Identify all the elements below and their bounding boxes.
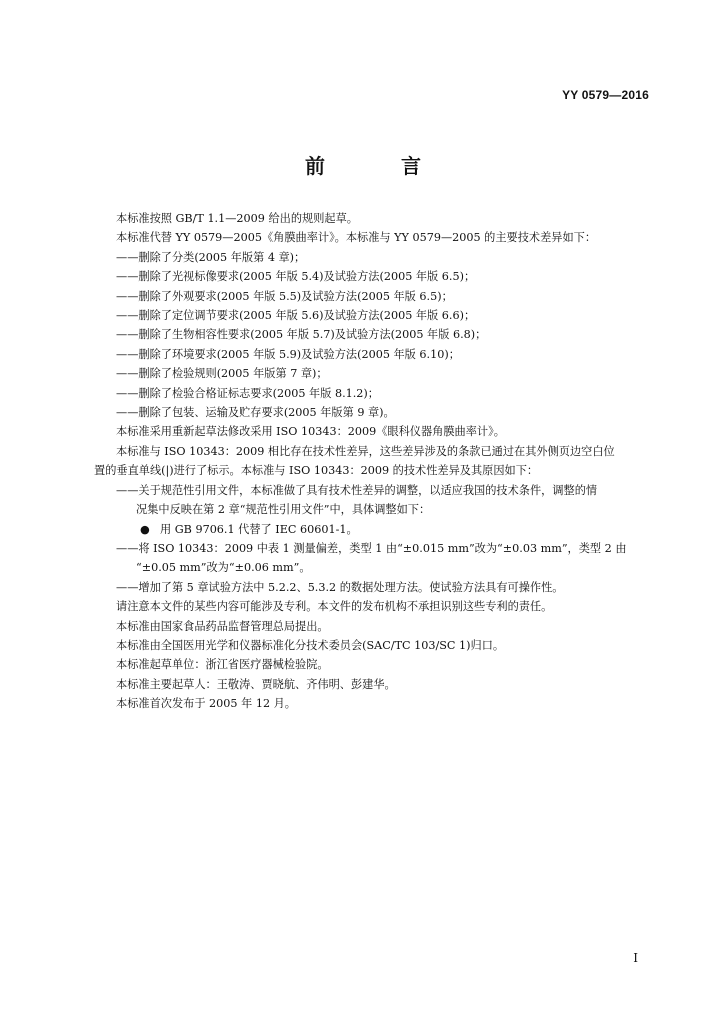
list-item: ——将 ISO 10343：2009 中表 1 测量偏差，类型 1 由“±0.015 mm”改为“±0.03 mm”，类型 2 由 [116, 541, 627, 555]
list-item-continuation: 况集中反映在第 2 章“规范性引用文件”中，具体调整如下： [136, 503, 431, 517]
list-item: ——增加了第 5 章试验方法中 5.2.2、5.3.2 的数据处理方法。使试验方法具有可操作性。 [116, 580, 564, 594]
list-item: ——删除了分类(2005 年版第 4 章)； [116, 250, 306, 264]
page-number: I [633, 951, 638, 965]
paragraph: 本标准首次发布于 2005 年 12 月。 [116, 697, 296, 711]
paragraph: 本标准由国家食品药品监督管理总局提出。 [116, 619, 329, 633]
list-item-continuation: “±0.05 mm”改为“±0.06 mm”。 [136, 561, 311, 575]
list-item: ——删除了外观要求(2005 年版 5.5)及试验方法(2005 年版 6.5)； [116, 289, 453, 303]
list-item: ——删除了定位调节要求(2005 年版 5.6)及试验方法(2005 年版 6.6)； [116, 309, 476, 323]
list-item: ——删除了检验规则(2005 年版第 7 章)； [116, 367, 328, 381]
list-item: ——删除了包装、运输及贮存要求(2005 年版第 9 章)。 [116, 406, 395, 420]
page-title: 前 言 [305, 154, 449, 178]
list-item: ——删除了光视标像要求(2005 年版 5.4)及试验方法(2005 年版 6.5)； [116, 270, 476, 284]
list-item: ——删除了生物相容性要求(2005 年版 5.7)及试验方法(2005 年版 6.8)； [116, 328, 487, 342]
paragraph: 本标准按照 GB/T 1.1—2009 给出的规则起草。 [116, 212, 358, 225]
bullet-icon: ● [140, 522, 150, 536]
bullet-item [94, 520, 659, 539]
document-code: YY 0579—2016 [562, 88, 649, 102]
paragraph: 本标准起草单位：浙江省医疗器械检验院。 [116, 658, 329, 672]
paragraph: 本标准由全国医用光学和仪器标准化分技术委员会(SAC/TC 103/SC 1)归口。 [116, 638, 505, 652]
paragraph-continuation: 置的垂直单线(|)进行了标示。本标准与 ISO 10343：2009 的技术性差异及其原因如下： [94, 464, 539, 478]
foreword-body [94, 209, 659, 714]
paragraph: 本标准代替 YY 0579—2005《角膜曲率计》。本标准与 YY 0579—2005 的主要技术差异如下： [116, 231, 597, 245]
paragraph: 本标准采用重新起草法修改采用 ISO 10343：2009《眼科仪器角膜曲率计》。 [116, 425, 505, 439]
list-item: ——删除了检验合格证标志要求(2005 年版 8.1.2)； [116, 386, 379, 400]
list-item: ——删除了环境要求(2005 年版 5.9)及试验方法(2005 年版 6.10)； [116, 347, 460, 361]
bullet-text: 用 GB 9706.1 代替了 IEC 60601-1。 [160, 522, 358, 536]
paragraph: 请注意本文件的某些内容可能涉及专利。本文件的发布机构不承担识别这些专利的责任。 [116, 600, 553, 614]
paragraph: 本标准主要起草人：王敬涛、贾晓航、齐伟明、彭建华。 [116, 677, 396, 691]
list-item: ——关于规范性引用文件，本标准做了具有技术性差异的调整，以适应我国的技术条件，调整的情 [116, 483, 598, 497]
paragraph: 本标准与 ISO 10343：2009 相比存在技术性差异，这些差异涉及的条款已通过在其外侧页边空白位 [116, 444, 615, 458]
